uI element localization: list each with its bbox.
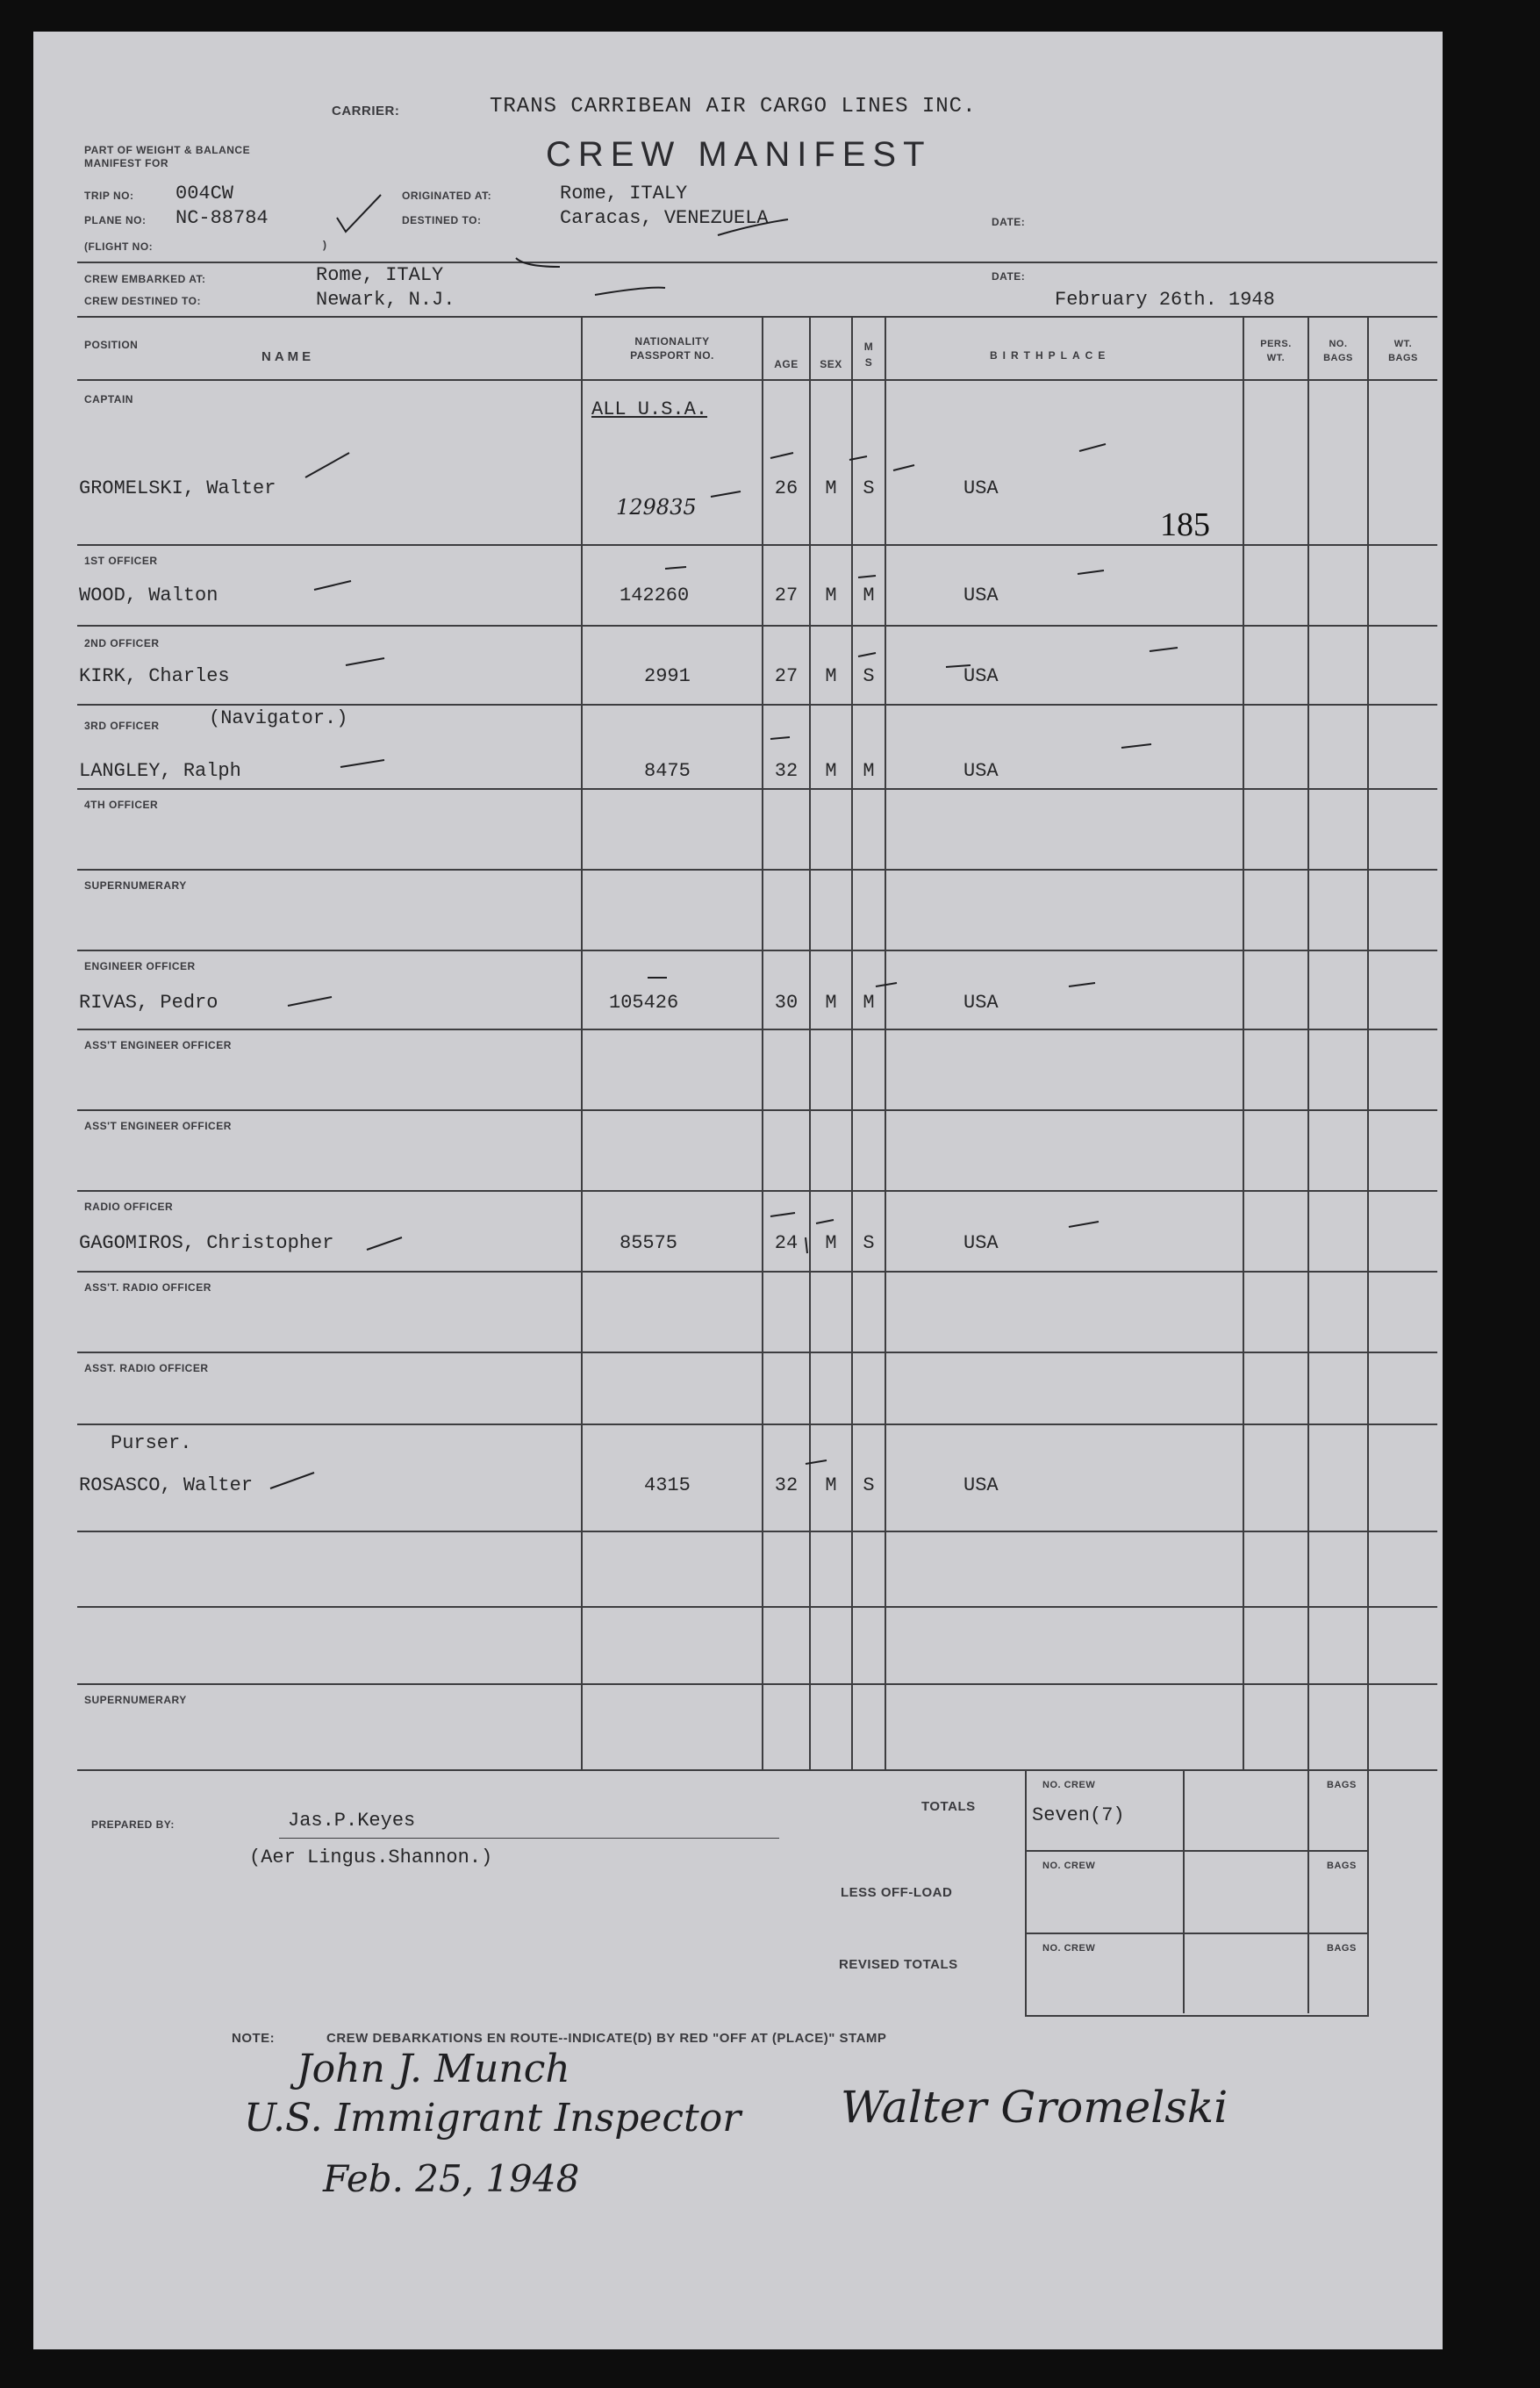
- passport-no: 4315: [644, 1474, 691, 1496]
- position-note: (Navigator.): [209, 707, 348, 729]
- sex: M: [825, 665, 837, 687]
- col-pers-wt: WT.: [1266, 353, 1286, 363]
- row-position: ASS'T ENGINEER OFFICER: [84, 1120, 232, 1132]
- prepared-org: (Aer Lingus.Shannon.): [249, 1847, 493, 1868]
- row-position: SUPERNUMERARY: [84, 879, 187, 892]
- row-position: ENGINEER OFFICER: [84, 960, 196, 972]
- col-name: NAME: [261, 349, 315, 364]
- age: 27: [774, 665, 799, 687]
- col-sex: SEX: [820, 358, 842, 370]
- passport-no: 142260: [620, 584, 690, 606]
- bags-label: BAGS: [1327, 1943, 1357, 1954]
- embarked-label: CREW EMBARKED AT:: [84, 273, 206, 285]
- marital-status: S: [863, 1232, 875, 1254]
- birthplace: USA: [963, 992, 999, 1014]
- col-ms-top: M: [863, 341, 874, 353]
- date2-label: DATE:: [992, 270, 1026, 283]
- col-no: NO.: [1329, 339, 1348, 349]
- crew-name: GAGOMIROS, Christopher: [79, 1232, 334, 1254]
- row-position: 3RD OFFICER: [84, 720, 160, 732]
- crew-destined-value: Newark, N.J.: [316, 289, 455, 311]
- page-title: CREW MANIFEST: [546, 135, 932, 174]
- sex: M: [825, 584, 837, 606]
- no-crew-label: NO. CREW: [1042, 1943, 1096, 1954]
- row-position: CAPTAIN: [84, 393, 133, 405]
- col-passport: PASSPORT NO.: [630, 349, 714, 362]
- birthplace: USA: [963, 584, 999, 606]
- row-position: 4TH OFFICER: [84, 799, 159, 811]
- prepared-label: PREPARED BY:: [91, 1818, 175, 1831]
- crew-name: WOOD, Walton: [79, 584, 218, 606]
- birthplace: USA: [963, 477, 999, 499]
- note-label: NOTE:: [232, 2031, 276, 2046]
- bags-label: BAGS: [1327, 1780, 1357, 1790]
- plane-value: NC-88784: [175, 207, 269, 229]
- row-position: ASST. RADIO OFFICER: [84, 1362, 209, 1374]
- embarked-value: Rome, ITALY: [316, 264, 444, 286]
- no-crew-label: NO. CREW: [1042, 1861, 1096, 1871]
- marital-status: S: [863, 665, 875, 687]
- date-value: February 26th. 1948: [1055, 289, 1275, 311]
- marital-status: M: [863, 992, 875, 1014]
- birthplace: USA: [963, 1232, 999, 1254]
- flight-label: (FLIGHT NO:: [84, 240, 154, 253]
- birthplace: USA: [963, 1474, 999, 1496]
- sex: M: [825, 992, 837, 1014]
- birthplace: USA: [963, 760, 999, 782]
- crew-name: ROSASCO, Walter: [79, 1474, 254, 1496]
- sex: M: [825, 760, 837, 782]
- passport-no: 129835: [616, 495, 697, 520]
- row-position: ASS'T ENGINEER OFFICER: [84, 1039, 232, 1051]
- row-position: SUPERNUMERARY: [84, 1694, 187, 1706]
- age: 24: [774, 1232, 799, 1254]
- plane-label: PLANE NO:: [84, 214, 147, 226]
- crew-name: KIRK, Charles: [79, 665, 230, 687]
- birthplace: USA: [963, 665, 999, 687]
- inspector-title: U.S. Immigrant Inspector: [244, 2096, 741, 2141]
- note-text: CREW DEBARKATIONS EN ROUTE--INDICATE(D) BY RED "OFF AT (PLACE)" STAMP: [326, 2031, 887, 2046]
- col-wt-bags: BAGS: [1388, 353, 1418, 363]
- destined-value: Caracas, VENEZUELA: [560, 207, 769, 229]
- col-position: POSITION: [84, 339, 139, 351]
- nationality-note: ALL U.S.A.: [591, 398, 708, 420]
- col-ms-bottom: S: [864, 356, 873, 369]
- revised-totals-label: REVISED TOTALS: [839, 1957, 958, 1972]
- marital-status: S: [863, 1474, 875, 1496]
- prepared-by: Jas.P.Keyes: [288, 1810, 416, 1832]
- part-of-label: PART OF WEIGHT & BALANCE: [84, 144, 251, 156]
- crew-name: LANGLEY, Ralph: [79, 760, 241, 782]
- passport-no: 85575: [620, 1232, 678, 1254]
- marital-status: M: [863, 760, 875, 782]
- passport-no: 8475: [644, 760, 691, 782]
- destined-label: DESTINED TO:: [402, 214, 482, 226]
- marital-status: M: [863, 584, 875, 606]
- col-wt: WT.: [1393, 339, 1413, 349]
- manifest-for-label: MANIFEST FOR: [84, 157, 168, 169]
- sex: M: [825, 1474, 837, 1496]
- inspector-signature: John J. Munch: [297, 2047, 570, 2091]
- age: 30: [774, 992, 799, 1014]
- totals-crew-value: Seven(7): [1032, 1804, 1125, 1826]
- row-position: Purser.: [111, 1432, 192, 1454]
- flight-close: ): [323, 239, 327, 251]
- age: 32: [774, 760, 799, 782]
- col-nationality: NATIONALITY: [634, 335, 710, 348]
- weight-annotation: 185: [1160, 506, 1210, 543]
- trip-label: TRIP NO:: [84, 190, 134, 202]
- col-pers: PERS.: [1260, 339, 1292, 349]
- col-birthplace: BIRTHPLACE: [990, 349, 1111, 362]
- row-position: RADIO OFFICER: [84, 1201, 174, 1213]
- marital-status: S: [863, 477, 875, 499]
- sex: M: [825, 1232, 837, 1254]
- bags-label: BAGS: [1327, 1861, 1357, 1871]
- passport-no: 105426: [609, 992, 679, 1014]
- date-label: DATE:: [992, 216, 1026, 228]
- sex: M: [825, 477, 837, 499]
- totals-label: TOTALS: [921, 1799, 976, 1814]
- col-age: AGE: [774, 358, 799, 370]
- pen-marks: [33, 32, 1443, 2349]
- age: 26: [774, 477, 799, 499]
- trip-value: 004CW: [175, 183, 234, 204]
- carrier-label: CARRIER:: [332, 104, 400, 118]
- no-crew-label: NO. CREW: [1042, 1780, 1096, 1790]
- captain-signature: Walter Gromelski: [841, 2082, 1228, 2133]
- age: 27: [774, 584, 799, 606]
- row-position: 2ND OFFICER: [84, 637, 160, 649]
- crew-destined-label: CREW DESTINED TO:: [84, 295, 201, 307]
- col-no-bags: BAGS: [1323, 353, 1353, 363]
- crew-name: GROMELSKI, Walter: [79, 477, 276, 499]
- passport-no: 2991: [644, 665, 691, 687]
- age: 32: [774, 1474, 799, 1496]
- crew-manifest-document: [33, 32, 1443, 2349]
- less-offload-label: LESS OFF-LOAD: [841, 1885, 953, 1900]
- row-position: 1ST OFFICER: [84, 555, 158, 567]
- inspector-date: Feb. 25, 1948: [323, 2157, 580, 2200]
- originated-value: Rome, ITALY: [560, 183, 688, 204]
- crew-name: RIVAS, Pedro: [79, 992, 218, 1014]
- originated-label: ORIGINATED AT:: [402, 190, 492, 202]
- row-position: ASS'T. RADIO OFFICER: [84, 1281, 211, 1294]
- carrier-value: TRANS CARRIBEAN AIR CARGO LINES INC.: [490, 95, 977, 118]
